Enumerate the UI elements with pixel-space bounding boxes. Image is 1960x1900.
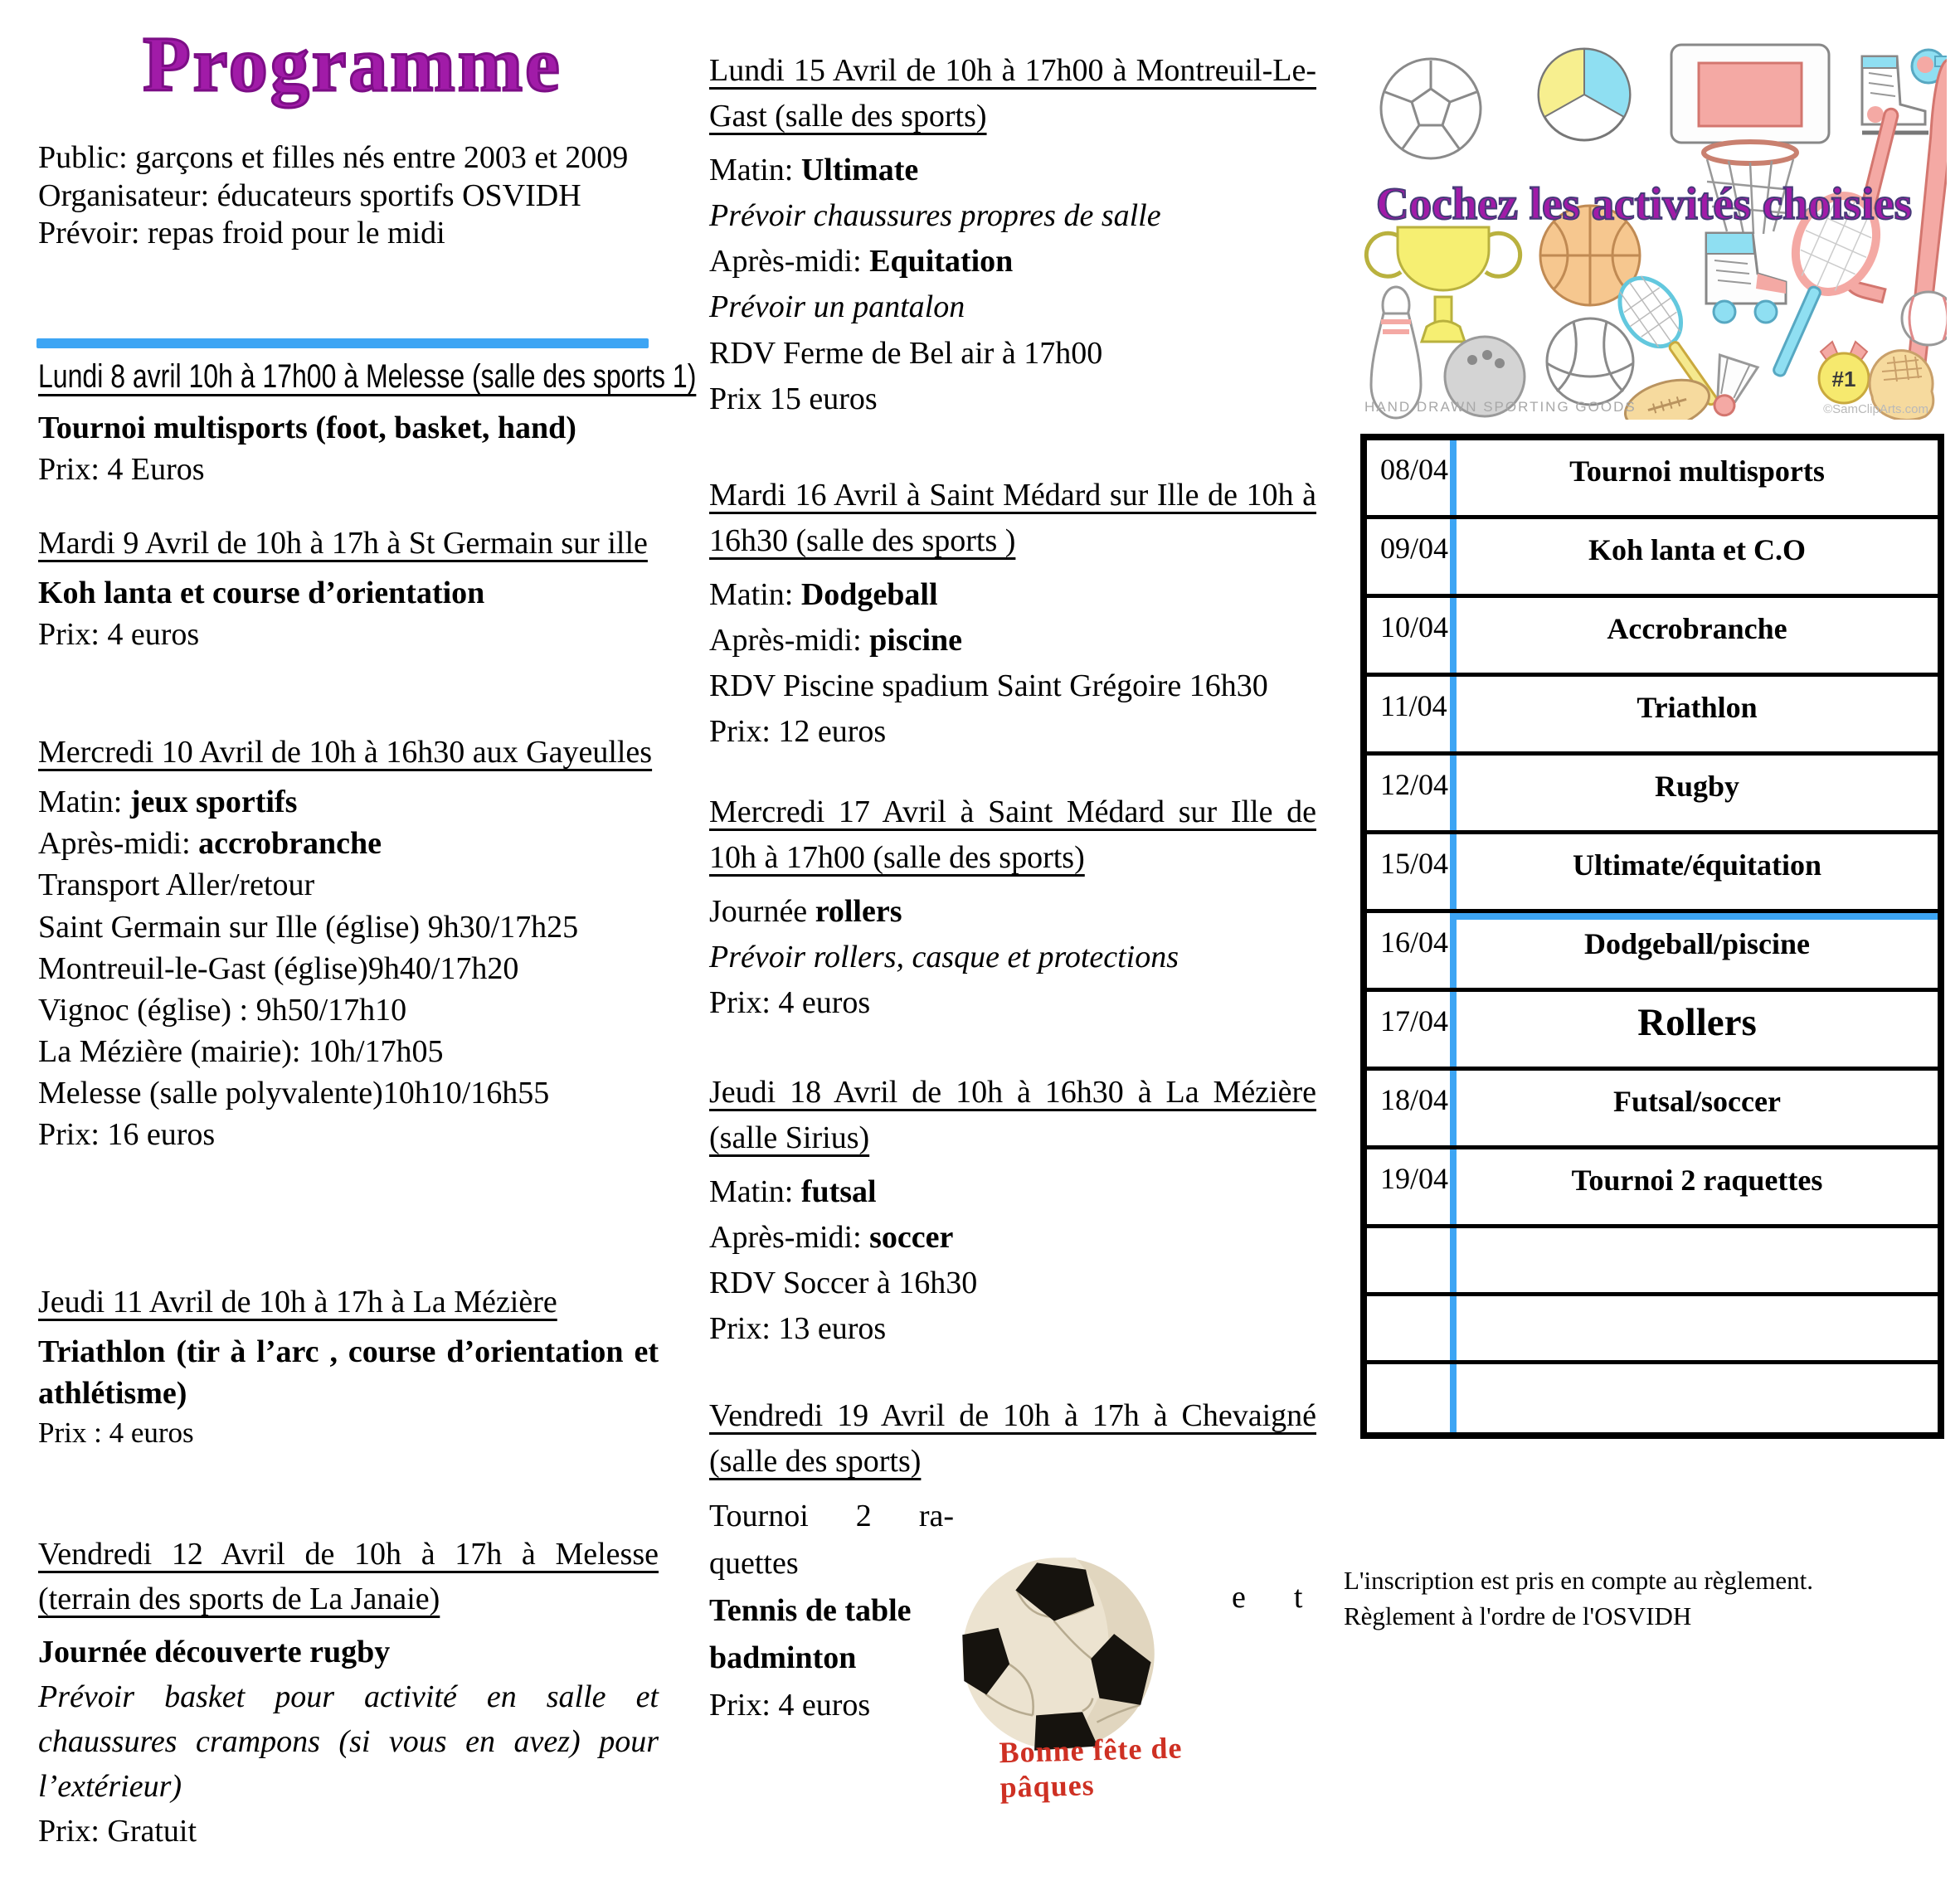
afternoon-label: Après-midi:: [709, 244, 870, 279]
activity-cell: Rugby: [1654, 770, 1740, 803]
event-mardi-9-avril: [38, 522, 659, 655]
morning-activity: Ultimate: [800, 153, 919, 188]
date-cell: 11/04: [1367, 677, 1457, 751]
morning-label: Matin:: [38, 785, 130, 820]
soccer-ball-icon: [1381, 59, 1481, 158]
date-cell: 08/04: [1367, 440, 1457, 515]
transport-stop: Vignoc (église) : 9h50/17h10: [38, 992, 407, 1028]
date-cell: 18/04: [1367, 1071, 1457, 1145]
table-row: [1367, 1296, 1938, 1364]
activity-cell: Tournoi multisports: [1569, 454, 1825, 488]
activity-cell: Ultimate/équitation: [1573, 848, 1821, 882]
tournament-line-1: Tournoi 2 ra-: [709, 1499, 954, 1534]
activity-cell: [1457, 1228, 1938, 1292]
event-price: Prix: 16 euros: [38, 1117, 216, 1153]
svg-text:#1: #1: [1831, 367, 1856, 391]
easter-greeting: Bonne fête de pâques: [998, 1731, 1183, 1805]
activity-cell: Triathlon: [1637, 691, 1758, 724]
date-cell: 09/04: [1367, 519, 1457, 594]
clipart-caption-left: HAND DRAWN SPORTING GOODS: [1364, 399, 1637, 415]
event-mardi-16-avril: [709, 473, 1316, 756]
event-price: Prix 15 euros: [709, 381, 878, 416]
activity-cell: [1457, 1296, 1938, 1360]
morning-activity: jeux sportifs: [129, 785, 298, 820]
event-price: Prix: 12 euros: [709, 714, 887, 750]
event-note: Prévoir un pantalon: [709, 289, 965, 325]
beach-ball-icon: [1539, 49, 1630, 140]
event-heading: Jeudi 11 Avril de 10h à 17h à La Mézière: [38, 1285, 557, 1319]
morning-label: Matin:: [709, 153, 801, 188]
afternoon-activity: accrobranche: [198, 826, 382, 862]
activity-cell: Tournoi 2 raquettes: [1571, 1164, 1823, 1197]
day-activity: rollers: [815, 894, 902, 930]
et-word: et: [1232, 1580, 1351, 1615]
event-rdv: RDV Ferme de Bel air à 17h00: [709, 335, 1103, 371]
tournament-line-2: quettes: [709, 1546, 799, 1582]
date-cell: 15/04: [1367, 834, 1457, 909]
event-activity: Journée découverte rugby: [38, 1634, 391, 1669]
event-afternoon: [38, 823, 659, 864]
activity-cell: Rollers: [1637, 1001, 1757, 1044]
event-heading: Mardi 16 Avril à Saint Médard sur Ille de 10h à 16h30 (salle des sports ): [709, 478, 1316, 559]
event-price: Prix: 4 euros: [709, 1688, 871, 1723]
transport-title: Transport Aller/retour: [38, 867, 315, 903]
event-afternoon: [709, 618, 1316, 663]
event-day: [709, 889, 1316, 935]
cochez-title: Cochez les activités choisies: [1375, 178, 1913, 229]
event-price: Prix: 4 euros: [38, 617, 200, 653]
date-cell: [1367, 1296, 1457, 1360]
transport-stop: La Mézière (mairie): 10h/17h05: [38, 1034, 444, 1070]
table-row: [1367, 1228, 1938, 1296]
table-row: [1367, 519, 1938, 598]
table-row: [1367, 756, 1938, 834]
transport-stop: Montreuil-le-Gast (église)9h40/17h20: [38, 950, 519, 986]
activity-cell: Koh lanta et C.O: [1588, 533, 1806, 566]
table-row: [1367, 598, 1938, 677]
morning-label: Matin:: [709, 1174, 801, 1210]
event-rdv: RDV Piscine spadium Saint Grégoire 16h30: [709, 668, 1268, 704]
blue-divider-line: [36, 338, 649, 348]
table-row: [1367, 1364, 1938, 1432]
event-note: Prévoir chaussures propres de salle: [709, 198, 1161, 234]
afternoon-activity: piscine: [869, 623, 963, 658]
event-mercredi-10-avril: [38, 731, 659, 1156]
date-cell: [1367, 1228, 1457, 1292]
medal-icon: [1819, 342, 1869, 403]
intro-block: [38, 139, 710, 253]
date-cell: 17/04: [1367, 992, 1457, 1067]
event-mercredi-17-avril: [709, 790, 1316, 1026]
event-heading: Mardi 9 Avril de 10h à 17h à St Germain sur ille: [38, 526, 648, 561]
soccer-ball-image: [956, 1553, 1161, 1758]
date-cell: 16/04: [1367, 913, 1457, 988]
event-heading: Vendredi 12 Avril de 10h à 17h à Melesse (terrain des sports de La Janaie): [38, 1537, 659, 1616]
morning-activity: Dodgeball: [800, 577, 938, 613]
activities-table: [1360, 434, 1944, 1439]
event-rdv: RDV Soccer à 16h30: [709, 1266, 978, 1301]
clipart-caption-right: ©SamClipArts.com: [1823, 402, 1928, 416]
afternoon-activity: soccer: [869, 1220, 954, 1256]
table-row: [1367, 913, 1938, 992]
activity-cell: Accrobranche: [1607, 612, 1787, 645]
table-row: [1367, 440, 1938, 519]
inscription-note: L'inscription est pris en compte au règlement. Règlement à l'ordre de l'OSVIDH: [1344, 1566, 1814, 1631]
afternoon-activity: Equitation: [869, 244, 1014, 279]
event-heading: Jeudi 18 Avril de 10h à 16h30 à La Mézière (salle Sirius): [709, 1075, 1316, 1156]
event-heading: Mercredi 10 Avril de 10h à 16h30 aux Gayeulles: [38, 735, 653, 770]
event-note: Prévoir basket pour activité en salle et chaussures crampons (si vous en avez) pour l’extérieur): [38, 1679, 659, 1804]
event-note: Prévoir rollers, casque et protections: [709, 940, 1179, 975]
table-row: [1367, 1149, 1938, 1228]
event-morning: [709, 1169, 1316, 1215]
event-heading: Mercredi 17 Avril à Saint Médard sur Ille de 10h à 17h00 (salle des sports): [709, 795, 1316, 876]
transport-stop: Saint Germain sur Ille (église) 9h30/17h25: [38, 909, 579, 945]
event-price: Prix: 4 euros: [709, 985, 871, 1021]
event-vendredi-12-avril: [38, 1533, 659, 1854]
shuttlecock-icon: [1702, 355, 1758, 420]
event-lundi-15-avril: [709, 48, 1316, 422]
morning-label: Matin:: [709, 577, 801, 613]
date-cell: [1367, 1364, 1457, 1432]
roller-skate-icon: [1706, 233, 1786, 323]
intro-prevoir: Prévoir: repas froid pour le midi: [38, 216, 445, 251]
day-label: Journée: [709, 894, 815, 930]
event-activity: Koh lanta et course d’orientation: [38, 576, 485, 611]
event-price: Prix: Gratuit: [38, 1813, 197, 1849]
table-row: [1367, 834, 1938, 913]
event-activity: badminton: [709, 1640, 857, 1676]
event-afternoon: [709, 1215, 1316, 1261]
activity-cell: [1457, 1364, 1938, 1432]
event-jeudi-11-avril: [38, 1281, 659, 1453]
event-price: Prix: 13 euros: [709, 1311, 887, 1347]
event-jeudi-18-avril: [709, 1070, 1316, 1353]
date-cell: 12/04: [1367, 756, 1457, 830]
event-lundi-8-avril: [38, 355, 697, 490]
event-heading: Lundi 8 avril 10h à 17h00 à Melesse (salle des sports 1): [38, 358, 697, 395]
event-heading: Vendredi 19 Avril de 10h à 17h à Chevaigné (salle des sports): [709, 1398, 1316, 1480]
activity-cell: Dodgeball/piscine: [1457, 913, 1938, 988]
table-row: [1367, 677, 1938, 756]
afternoon-label: Après-midi:: [709, 623, 870, 658]
page-title: Programme: [143, 22, 562, 108]
transport-stop: Melesse (salle polyvalente)10h10/16h55: [38, 1076, 550, 1111]
table-row: [1367, 1071, 1938, 1149]
afternoon-label: Après-midi:: [709, 1220, 870, 1256]
date-cell: 10/04: [1367, 598, 1457, 673]
table-row: [1367, 992, 1938, 1071]
baseball-icon: [1902, 292, 1947, 345]
event-price: Prix : 4 euros: [38, 1416, 194, 1450]
event-morning: [38, 781, 659, 823]
event-afternoon: [709, 239, 1316, 284]
activity-cell: Futsal/soccer: [1613, 1085, 1781, 1118]
event-morning: [709, 572, 1316, 618]
event-activity: Triathlon (tir à l’arc , course d’orientation et athlétisme): [38, 1334, 659, 1412]
afternoon-label: Après-midi:: [38, 826, 199, 862]
event-activity: Tennis de table: [709, 1593, 912, 1629]
event-activity: Tournoi multisports (foot, basket, hand): [38, 410, 576, 445]
event-heading: Lundi 15 Avril de 10h à 17h00 à Montreuil-Le-Gast (salle des sports): [709, 53, 1316, 134]
morning-activity: futsal: [800, 1174, 877, 1210]
intro-public: Public: garçons et filles nés entre 2003 et 2009: [38, 140, 629, 175]
date-cell: 19/04: [1367, 1149, 1457, 1224]
intro-organisateur: Organisateur: éducateurs sportifs OSVIDH: [38, 177, 581, 213]
volleyball-icon: [1547, 318, 1633, 405]
event-morning: [709, 148, 1316, 193]
event-price: Prix: 4 Euros: [38, 451, 205, 487]
